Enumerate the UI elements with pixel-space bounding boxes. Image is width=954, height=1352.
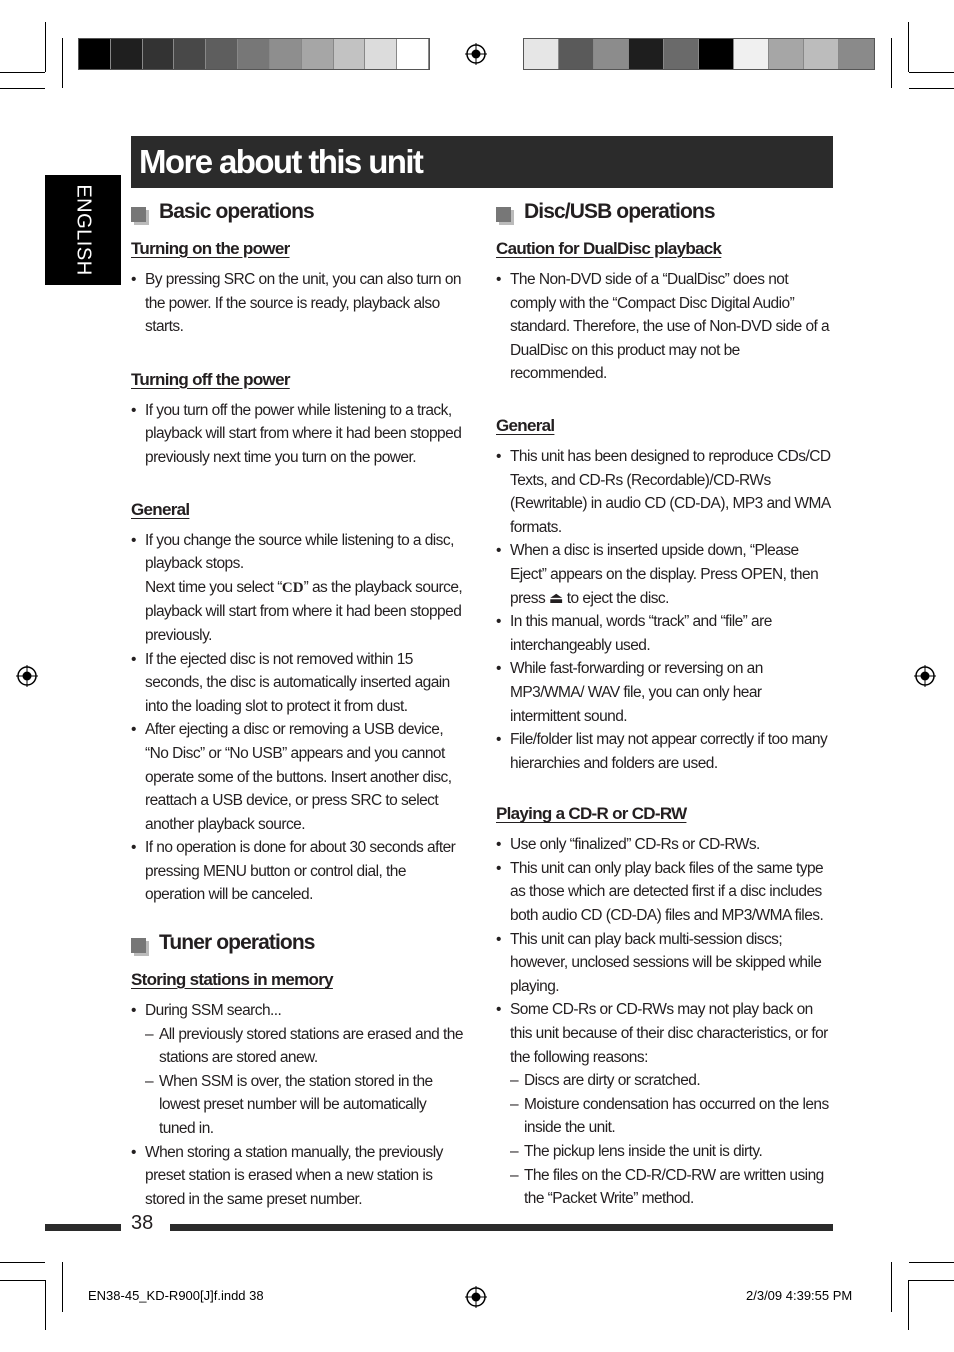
color-swatch [206,39,238,69]
title-bar [131,136,833,188]
color-swatch [302,39,334,69]
print-slug-file: EN38-45_KD-R900[J]f.indd 38 [88,1288,264,1303]
color-swatch [699,39,734,69]
power-off-list [131,399,466,470]
crop-mark [45,1280,46,1330]
list-item: • This unit has been designed to reproduce CDs/CD Texts, and CD-Rs (Recordable)/CD-RWs (Rewritable) in audio CD (CD-DA), MP3 and WMA formats. [496,445,833,539]
color-swatch [629,39,664,69]
dash-item: – Moisture condensation has occurred on the lens inside the unit. [510,1093,833,1140]
registration-mark-icon [465,43,487,65]
crop-mark [0,1280,45,1281]
list-item: • By pressing SRC on the unit, you can also turn on the power. If the source is ready, playback also starts. [131,268,466,339]
color-swatch [594,39,629,69]
list-item: • This unit can play back multi-session discs; however, unclosed sessions will be skipped while playing. [496,928,833,999]
color-swatch [769,39,804,69]
list-item: • If you turn off the power while listening to a track, playback will start from where it had been stopped previously next time you turn on the power. [131,399,466,470]
subheading-cdr: Playing a CD-R or CD-RW [496,804,687,824]
dash-item: – When SSM is over, the station stored in the lowest preset number will be automatically tuned in. [145,1070,466,1141]
color-swatch [559,39,594,69]
caution-list [496,268,833,386]
color-bar-right [523,38,875,70]
crop-mark [909,1262,954,1263]
right-column [496,200,833,1211]
dash-item: – The pickup lens inside the unit is dirty. [510,1140,833,1164]
color-swatch [79,39,111,69]
section-heading-tuner: Tuner operations [131,935,466,965]
list-item: • While fast-forwarding or reversing on an MP3/WMA/ WAV file, you can only hear intermittent sound. [496,657,833,728]
page-number: 38 [131,1212,154,1234]
list-item: • When storing a station manually, the previously preset station is erased when a new station is stored in the same preset number. [131,1141,466,1212]
crop-mark [909,88,954,89]
dash-list [145,1023,466,1141]
color-swatch [365,39,397,69]
crop-mark [45,22,46,72]
section-square-icon [131,207,146,222]
list-item: • If you change the source while listening to a disc, playback stops. Next time you select “CD” as the playback source, playback will start from where it had been stopped previously. [131,529,466,648]
list-item: • After ejecting a disc or removing a USB device, “No Disc” or “No USB” appears and you cannot operate some of the buttons. Insert another disc, reattach a USB device, or press SRC to select another playback source. [131,718,466,836]
list-item: • If the ejected disc is not removed within 15 seconds, the disc is automatically inserted again into the loading slot to protect it from dust. [131,648,466,719]
crop-mark [0,72,45,73]
color-swatch [334,39,366,69]
storing-list [131,999,466,1211]
section-heading-disc-usb: Disc/USB operations [496,204,833,234]
dash-item: – Discs are dirty or scratched. [510,1069,833,1093]
registration-mark-icon [16,665,38,687]
cdr-list [496,833,833,1211]
registration-mark-icon [465,1286,487,1308]
language-tab [45,175,121,285]
print-slug-date: 2/3/09 4:39:55 PM [746,1288,853,1303]
crop-mark [0,88,45,89]
list-item: • File/folder list may not appear correctly if too many hierarchies and folders are used. [496,728,833,775]
color-swatch [143,39,175,69]
language-tab-label: ENGLISH [72,184,95,276]
list-item: • During SSM search... – All previously stored stations are erased and the stations are stored anew. – When SSM is over, the station stored in the lowest preset number will be automatically tuned in. [131,999,466,1141]
section-square-icon [131,938,146,953]
section-square-icon [496,207,511,222]
page-title: More about this unit [139,143,423,180]
subheading-general: General [496,415,555,435]
color-swatch [174,39,206,69]
crop-mark [891,1262,892,1312]
list-item: • In this manual, words “track” and “file” are interchangeably used. [496,610,833,657]
cd-source-label: CD [281,579,304,596]
color-swatch [238,39,270,69]
color-swatch [524,39,559,69]
eject-icon: ⏏ [548,589,564,607]
list-item: • The Non-DVD side of a “DualDisc” does not comply with the “Compact Disc Digital Audio” standard. Therefore, the use of Non-DVD side of a DualDisc on this product may not be recommended. [496,268,833,386]
crop-mark [909,72,954,73]
subheading-caution: Caution for DualDisc playback [496,239,722,258]
list-item: • Some CD-Rs or CD-RWs may not play back on this unit because of their disc characteristics, or for the following reasons: – Discs are dirty or scratched. – Moisture condensation has occurred on the lens inside the unit. – The pickup lens inside the unit is dirty. – The files on the CD-R/CD-RW are written using the “Packet Write” method. [496,998,833,1210]
crop-mark [62,38,63,88]
subheading-power-off: Turning off the power [131,369,290,389]
crop-mark [891,38,892,88]
color-swatch [804,39,839,69]
left-column [131,200,466,1211]
crop-mark [0,1262,45,1263]
color-swatch [664,39,699,69]
color-bar-left [78,38,430,70]
crop-mark [909,1280,954,1281]
general-list [131,529,466,908]
list-item: • This unit can only play back files of the same type as those which are detected first if a disc includes both audio CD (CD-DA) files and MP3/WMA files. [496,857,833,928]
registration-mark-icon [914,665,936,687]
list-item: • Use only “finalized” CD-Rs or CD-RWs. [496,833,833,857]
power-on-list [131,268,466,339]
color-swatch [839,39,874,69]
subheading-storing: Storing stations in memory [131,970,333,990]
dash-item: – The files on the CD-R/CD-RW are written using the “Packet Write” method. [510,1164,833,1211]
section-heading-basic: Basic operations [131,204,466,234]
footer-rule-right [170,1224,833,1231]
footer-rule-left [45,1224,121,1231]
color-swatch [111,39,143,69]
color-swatch [734,39,769,69]
color-swatch [397,39,429,69]
crop-mark [908,1280,909,1330]
general-list [496,445,833,775]
list-item: • If no operation is done for about 30 seconds after pressing MENU button or control dial, the operation will be canceled. [131,836,466,907]
dash-list [510,1069,833,1211]
color-swatch [270,39,302,69]
list-item: • When a disc is inserted upside down, “Please Eject” appears on the display. Press OPEN, then press ⏏ to eject the disc. [496,539,833,610]
subheading-general: General [131,499,190,519]
crop-mark [62,1262,63,1312]
subheading-power-on: Turning on the power [131,239,290,258]
dash-item: – All previously stored stations are erased and the stations are stored anew. [145,1023,466,1070]
crop-mark [908,22,909,72]
